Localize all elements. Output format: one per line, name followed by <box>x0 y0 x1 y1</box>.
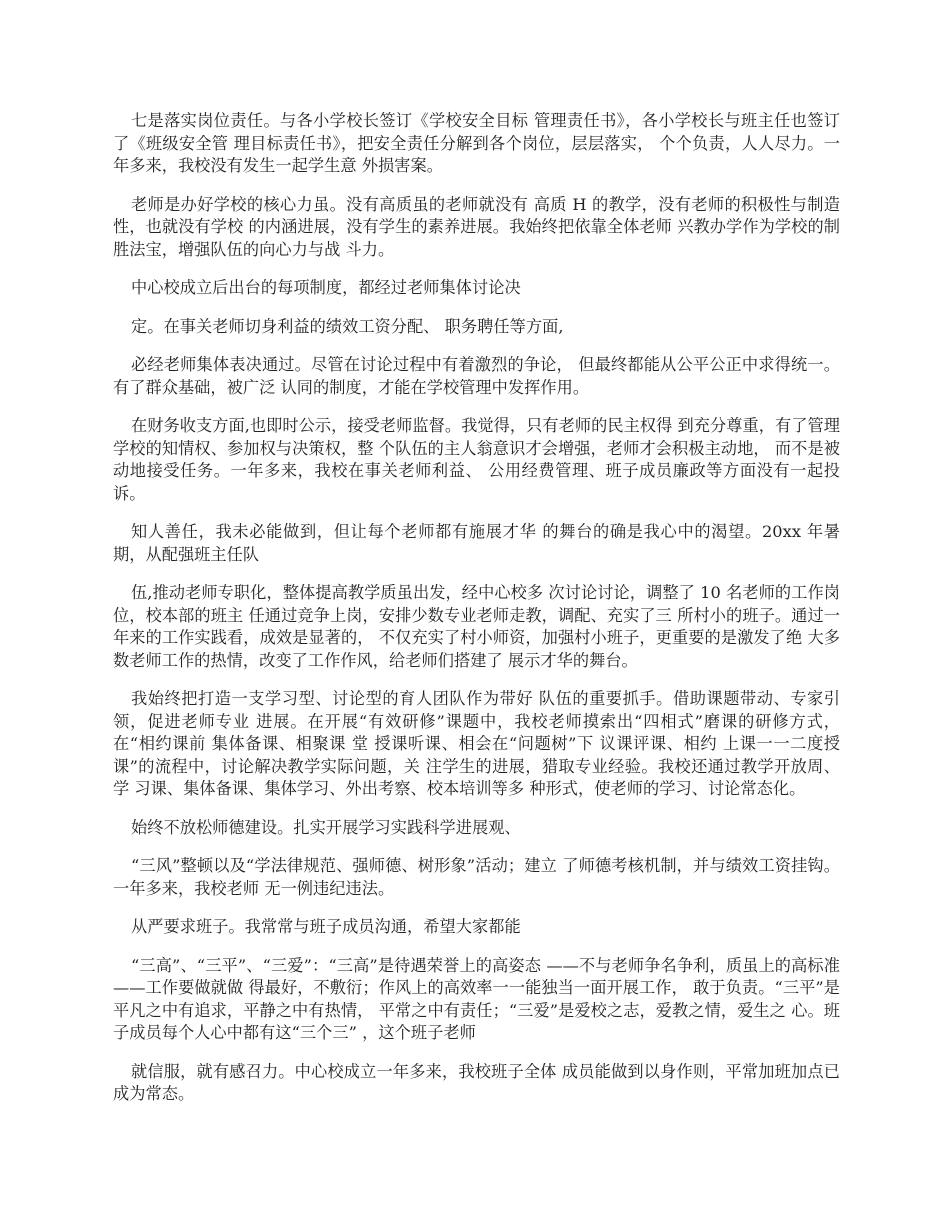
paragraph-7: 知人善任，我未必能做到，但让每个老师都有施展才华 的舞台的确是我心中的渴望。20xx 年暑期，从配强班主任队 <box>113 522 840 564</box>
paragraph-11: “三风”整顿以及“学法律规范、强师德、树形象”活动；建立 了师德考核机制，并与绩效工资挂钩。一年多来，我校老师 无一例违纪违法。 <box>113 856 840 898</box>
paragraph-6: 在财务收支方面,也即时公示，接受老师监督。我觉得，只有老师的民主权得 到充分尊重，有了管理学校的知情权、参加权与决策权，整 个队伍的主人翁意识才会增强，老师才会积极主动地， 而不是被动地接受任务。一年多来，我校在事关老师利益、 公用经费管理、班子成员廉政等方面没有一起投诉。 <box>113 416 840 503</box>
paragraph-1: 七是落实岗位责任。与各小学校长签订《学校安全目标 管理责任书》，各小学校长与班主任也签订了《班级安全管 理目标责任书》，把安全责任分解到各个岗位，层层落实， 个个负责，人人尽力。一年多来，我校没有发生一起学生意 外损害案。 <box>113 111 840 175</box>
paragraph-9: 我始终把打造一支学习型、讨论型的育人团队作为带好 队伍的重要抓手。借助课题带动、专家引领，促进老师专业 进展。在开展“有效研修”课题中，我校老师摸索出“四相式”磨课的研修方式，在“相约课前 集体备课、相聚课 堂 授课听课、相会在“问题树”下 议课评课、相约 上课一一二度授课”的流程中，讨论解决教学实际问题，关 注学生的进展，猎取专业经验。我校还通过教学开放周、学 习课、集体备课、集体学习、外出考察、校本培训等多 种形式，使老师的学习、讨论常态化。 <box>113 689 840 798</box>
paragraph-12: 从严要求班子。我常常与班子成员沟通，希望大家都能 <box>131 917 521 936</box>
paragraph-10: 始终不放松师德建设。扎实开展学习实践科学进展观、 <box>131 817 521 837</box>
paragraph-5: 必经老师集体表决通过。尽管在讨论过程中有着激烈的争论， 但最终都能从公平公正中求得统一。有了群众基础，被广泛 认同的制度，才能在学校管理中发挥作用。 <box>113 355 840 397</box>
paragraph-2: 老师是办好学校的核心力虽。没有高质虽的老师就没有 高质 H 的教学，没有老师的积极性与制造性，也就没有学校 的内涵进展，没有学生的素养进展。我始终把依靠全体老师 兴教办学作为学校的制胜法宝，增强队伍的向心力与战 斗力。 <box>113 194 840 259</box>
paragraph-3: 中心校成立后出台的每项制度，都经过老师集体讨论决 <box>131 278 521 297</box>
paragraph-8: 伍,推动老师专职化，整体提高教学质虽出发，经中心校多 次讨论讨论，调整了 10 名老师的工作岗位，校本部的班主 任通过竞争上岗，安排少数专业老师走教，调配、充实了三 所村小的班子。通过一年来的工作实践看，成效是显著的， 不仅充实了村小师资，加强村小班子，更重要的是激发了绝 大多数老师工作的热情，改变了工作作风，给老师们搭建了 展示才华的舞台。 <box>113 583 840 670</box>
paragraph-14: 就信服，就有感召力。中心校成立一年多来，我校班子全体 成员能做到以身作则，平常加班加点已成为常态。 <box>113 1061 840 1103</box>
paragraph-4: 定。在事关老师切身利益的绩效工资分配、 职务聘任等方面, <box>131 316 564 336</box>
paragraph-13: “三高”、“三平”、“三爱”：“三高”是待遇荣誉上的高姿态 ——不与老师争名争利，质虽上的高标准——工作要做就做 得最好，不敷衍；作风上的高效率一一能独当一面开展工作， 敢于负责。“三平”是平凡之中有追求，平静之中有热情， 平常之中有责任；“三爱”是爱校之志，爱教之情，爱生之 心。班子成员每个人心中都有这“三个三” ，这个班子老师 <box>113 955 840 1042</box>
document-body <box>113 110 840 1122</box>
